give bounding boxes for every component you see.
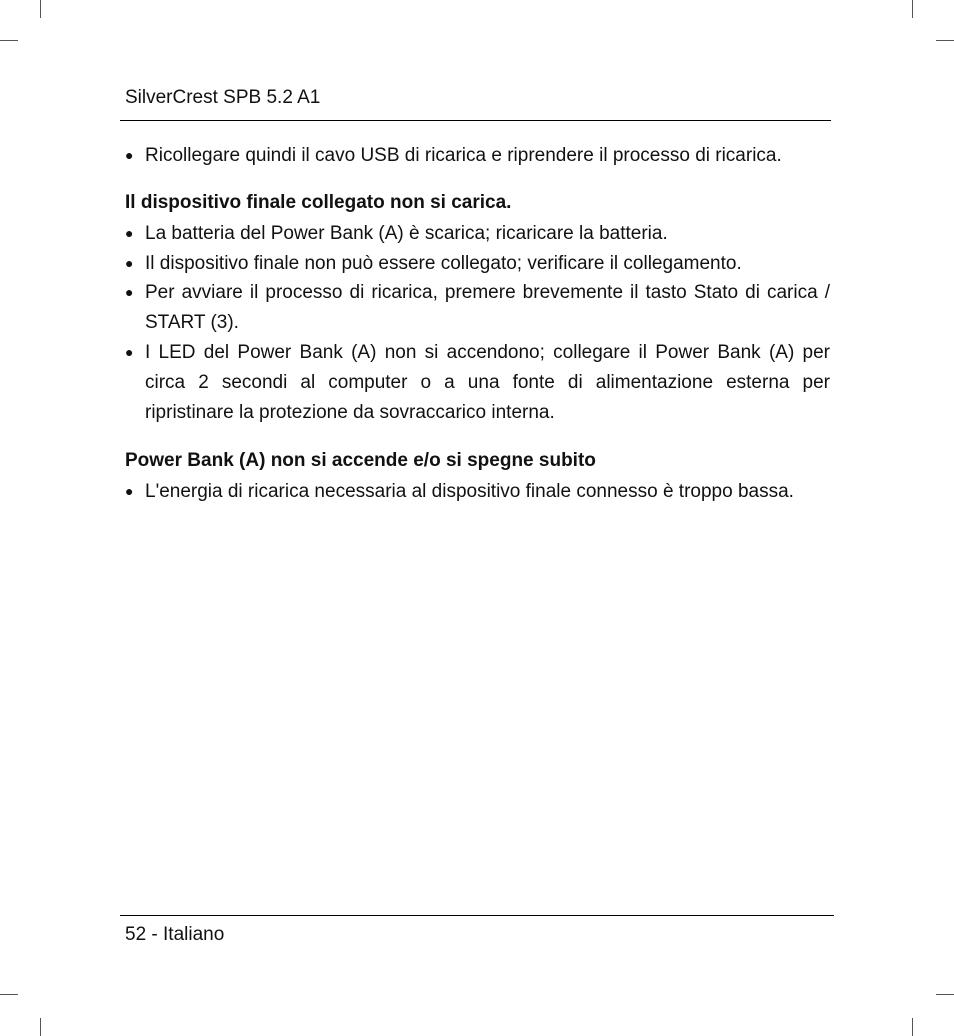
crop-mark xyxy=(40,0,41,18)
list-item: ● Il dispositivo finale non può essere collegato; verificare il collegamento. xyxy=(125,249,830,279)
crop-mark xyxy=(936,40,954,41)
section-heading: Power Bank (A) non si accende e/o si spegne subito xyxy=(125,450,596,472)
crop-mark xyxy=(0,994,18,995)
page-number: 52 - Italiano xyxy=(125,924,225,945)
footer-divider xyxy=(120,915,834,916)
header-divider xyxy=(120,120,831,121)
bullet-list xyxy=(125,141,830,171)
crop-mark xyxy=(912,0,913,18)
crop-mark xyxy=(0,40,18,41)
bullet-list xyxy=(125,477,830,507)
bullet-list xyxy=(125,219,830,428)
bullet-icon: ● xyxy=(125,224,134,241)
section-heading: Il dispositivo finale collegato non si carica. xyxy=(125,191,512,213)
list-item: ● Per avviare il processo di ricarica, premere brevemente il tasto Stato di carica / START (3). xyxy=(125,278,830,338)
list-item: ● L'energia di ricarica necessaria al dispositivo finale connesso è troppo bassa. xyxy=(125,477,830,507)
crop-mark xyxy=(936,994,954,995)
crop-mark xyxy=(40,1018,41,1036)
bullet-icon: ● xyxy=(125,284,134,301)
page-header-title: SilverCrest SPB 5.2 A1 xyxy=(125,87,321,108)
list-item: ● La batteria del Power Bank (A) è scarica; ricaricare la batteria. xyxy=(125,219,830,249)
crop-mark xyxy=(912,1018,913,1036)
page-content xyxy=(125,141,830,507)
list-item: ● I LED del Power Bank (A) non si accendono; collegare il Power Bank (A) per circa 2 secondi al computer o a una fonte di alimentazione esterna per ripristinare la protezione da sovraccarico interna. xyxy=(125,338,830,427)
list-item: ● Ricollegare quindi il cavo USB di ricarica e riprendere il processo di ricarica. xyxy=(125,141,830,171)
bullet-icon: ● xyxy=(125,483,134,500)
bullet-icon: ● xyxy=(125,147,134,163)
bullet-icon: ● xyxy=(125,254,134,271)
bullet-icon: ● xyxy=(125,343,134,360)
